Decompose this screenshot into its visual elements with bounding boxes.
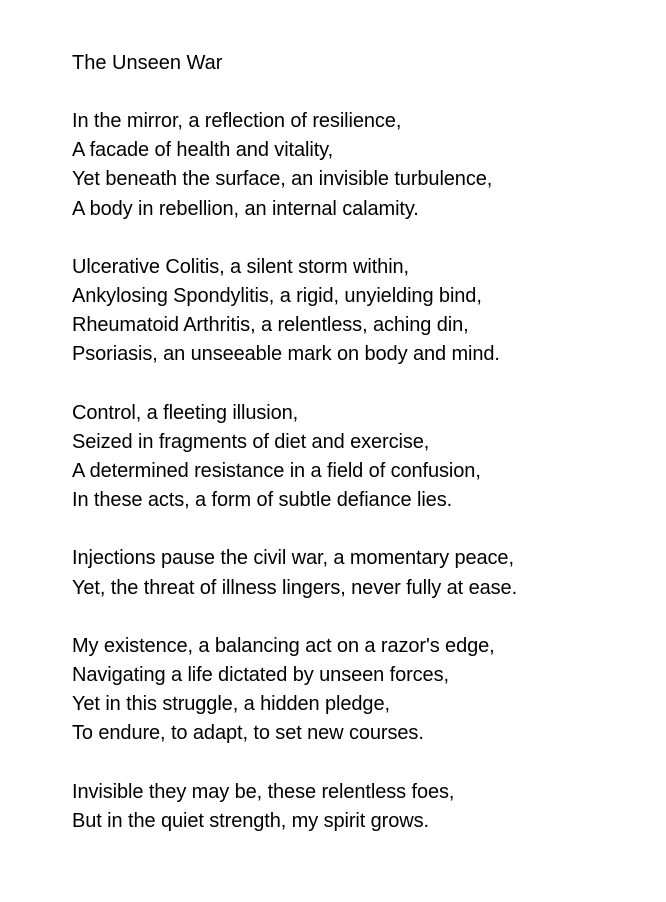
poem-line: Navigating a life dictated by unseen forces, <box>72 664 449 687</box>
stanza-3 <box>72 399 652 516</box>
poem-line: Invisible they may be, these relentless foes, <box>72 780 455 803</box>
poem-page <box>72 49 652 865</box>
poem-line: Control, a fleeting illusion, <box>72 401 299 424</box>
poem-line: My existence, a balancing act on a razor's edge, <box>72 634 495 657</box>
poem-line: But in the quiet strength, my spirit grows. <box>72 809 429 832</box>
stanza-1 <box>72 107 652 224</box>
poem-line: Ulcerative Colitis, a silent storm within, <box>72 255 410 278</box>
poem-line: To endure, to adapt, to set new courses. <box>72 722 424 745</box>
poem-line: A body in rebellion, an internal calamity. <box>72 197 419 220</box>
poem-title: The Unseen War <box>72 52 223 74</box>
stanza-5 <box>72 632 652 749</box>
poem-line: Seized in fragments of diet and exercise, <box>72 430 430 453</box>
stanza-4 <box>72 544 652 602</box>
poem-line: Rheumatoid Arthritis, a relentless, aching din, <box>72 314 469 337</box>
poem-line: Yet in this struggle, a hidden pledge, <box>72 693 390 716</box>
poem-line: Yet, the threat of illness lingers, never fully at ease. <box>72 576 518 599</box>
stanza-6 <box>72 778 652 836</box>
poem-line: Ankylosing Spondylitis, a rigid, unyielding bind, <box>72 285 482 308</box>
stanza-2 <box>72 253 652 370</box>
poem-line: Psoriasis, an unseeable mark on body and mind. <box>72 343 500 366</box>
poem-line: Injections pause the civil war, a momentary peace, <box>72 547 514 570</box>
poem-line: In the mirror, a reflection of resilience, <box>72 110 402 132</box>
poem-line: A facade of health and vitality, <box>72 139 334 162</box>
poem-line: A determined resistance in a field of confusion, <box>72 460 481 483</box>
poem-line: Yet beneath the surface, an invisible turbulence, <box>72 168 493 191</box>
poem-line: In these acts, a form of subtle defiance lies. <box>72 489 453 512</box>
